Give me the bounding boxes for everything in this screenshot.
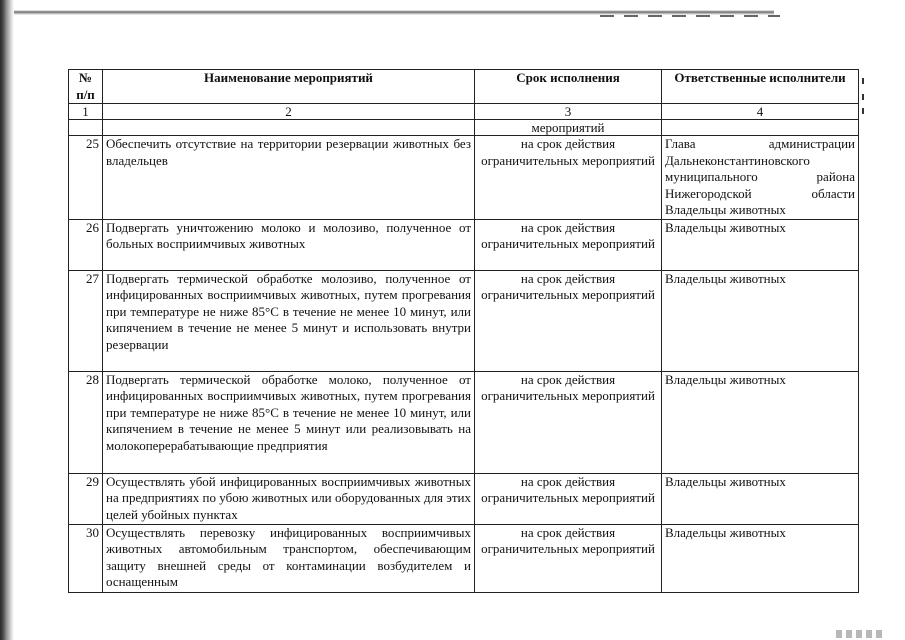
header-term: Срок исполнения bbox=[475, 70, 662, 104]
row-number: 25 bbox=[69, 136, 103, 220]
row-responsible: Владельцы животных bbox=[662, 524, 859, 592]
continuation-term: мероприятий bbox=[475, 120, 662, 136]
column-number: 3 bbox=[475, 104, 662, 120]
row-term: на срок действия ограничительных мероприятий bbox=[475, 136, 662, 220]
row-measure-name: Обеспечить отсутствие на территории резервации животных без владельцев bbox=[103, 136, 475, 220]
row-measure-name: Осуществлять перевозку инфицированных восприимчивых животных автомобильным транспортом, обеспечивающим защиту внешней среды от контаминации возбудителем и оснащенным bbox=[103, 524, 475, 592]
row-number: 30 bbox=[69, 524, 103, 592]
scan-edge-marks bbox=[860, 74, 868, 114]
table-row bbox=[69, 371, 859, 473]
table-row bbox=[69, 524, 859, 592]
header-num: № п/п bbox=[69, 70, 103, 104]
row-measure-name: Подвергать термической обработке молоко, полученное от инфицированных восприимчивых животных, путем прогревания при температуре не ниже 85°С в течение не менее 10 минут, или кипячением в течение не менее 5 минут или реализовывать на молокоперерабатывающие предприятия bbox=[103, 371, 475, 473]
row-responsible: Глава администрации Дальнеконстантиновского муниципального района Нижегородской области Владельцы животных bbox=[662, 136, 859, 220]
table-row bbox=[69, 270, 859, 371]
row-number: 27 bbox=[69, 270, 103, 371]
header-responsible: Ответственные исполнители bbox=[662, 70, 859, 104]
row-term: на срок действия ограничительных мероприятий bbox=[475, 270, 662, 371]
scan-bottom-smudge bbox=[836, 630, 886, 638]
column-number-row bbox=[69, 104, 859, 120]
row-responsible: Владельцы животных bbox=[662, 219, 859, 270]
scan-top-dashes bbox=[600, 15, 780, 17]
row-measure-name: Осуществлять убой инфицированных восприимчивых животных на предприятиях по убою животных или оборудованных для этих целей убойных пунктах bbox=[103, 473, 475, 524]
table-row bbox=[69, 473, 859, 524]
scan-top-edge-line bbox=[14, 0, 774, 16]
measures-table bbox=[68, 69, 859, 593]
row-term: на срок действия ограничительных мероприятий bbox=[475, 473, 662, 524]
row-number: 26 bbox=[69, 219, 103, 270]
row-term: на срок действия ограничительных мероприятий bbox=[475, 219, 662, 270]
column-number: 2 bbox=[103, 104, 475, 120]
table-row bbox=[69, 136, 859, 220]
row-measure-name: Подвергать уничтожению молоко и молозиво, полученное от больных восприимчивых животных bbox=[103, 219, 475, 270]
header-name: Наименование мероприятий bbox=[103, 70, 475, 104]
row-number: 29 bbox=[69, 473, 103, 524]
row-responsible: Владельцы животных bbox=[662, 473, 859, 524]
row-responsible: Владельцы животных bbox=[662, 371, 859, 473]
row-number: 28 bbox=[69, 371, 103, 473]
row-measure-name: Подвергать термической обработке молозиво, полученное от инфицированных восприимчивых животных, путем прогревания при температуре не ниже 85°С в течение не менее 10 минут, или кипячением в течение не менее 5 минут и использовать внутри резервации bbox=[103, 270, 475, 371]
row-term: на срок действия ограничительных мероприятий bbox=[475, 524, 662, 592]
column-number: 4 bbox=[662, 104, 859, 120]
table-row bbox=[69, 219, 859, 270]
scan-left-edge-shadow bbox=[0, 0, 14, 640]
row-term: на срок действия ограничительных мероприятий bbox=[475, 371, 662, 473]
continuation-row bbox=[69, 120, 859, 136]
table-header-row bbox=[69, 70, 859, 104]
column-number: 1 bbox=[69, 104, 103, 120]
row-responsible: Владельцы животных bbox=[662, 270, 859, 371]
